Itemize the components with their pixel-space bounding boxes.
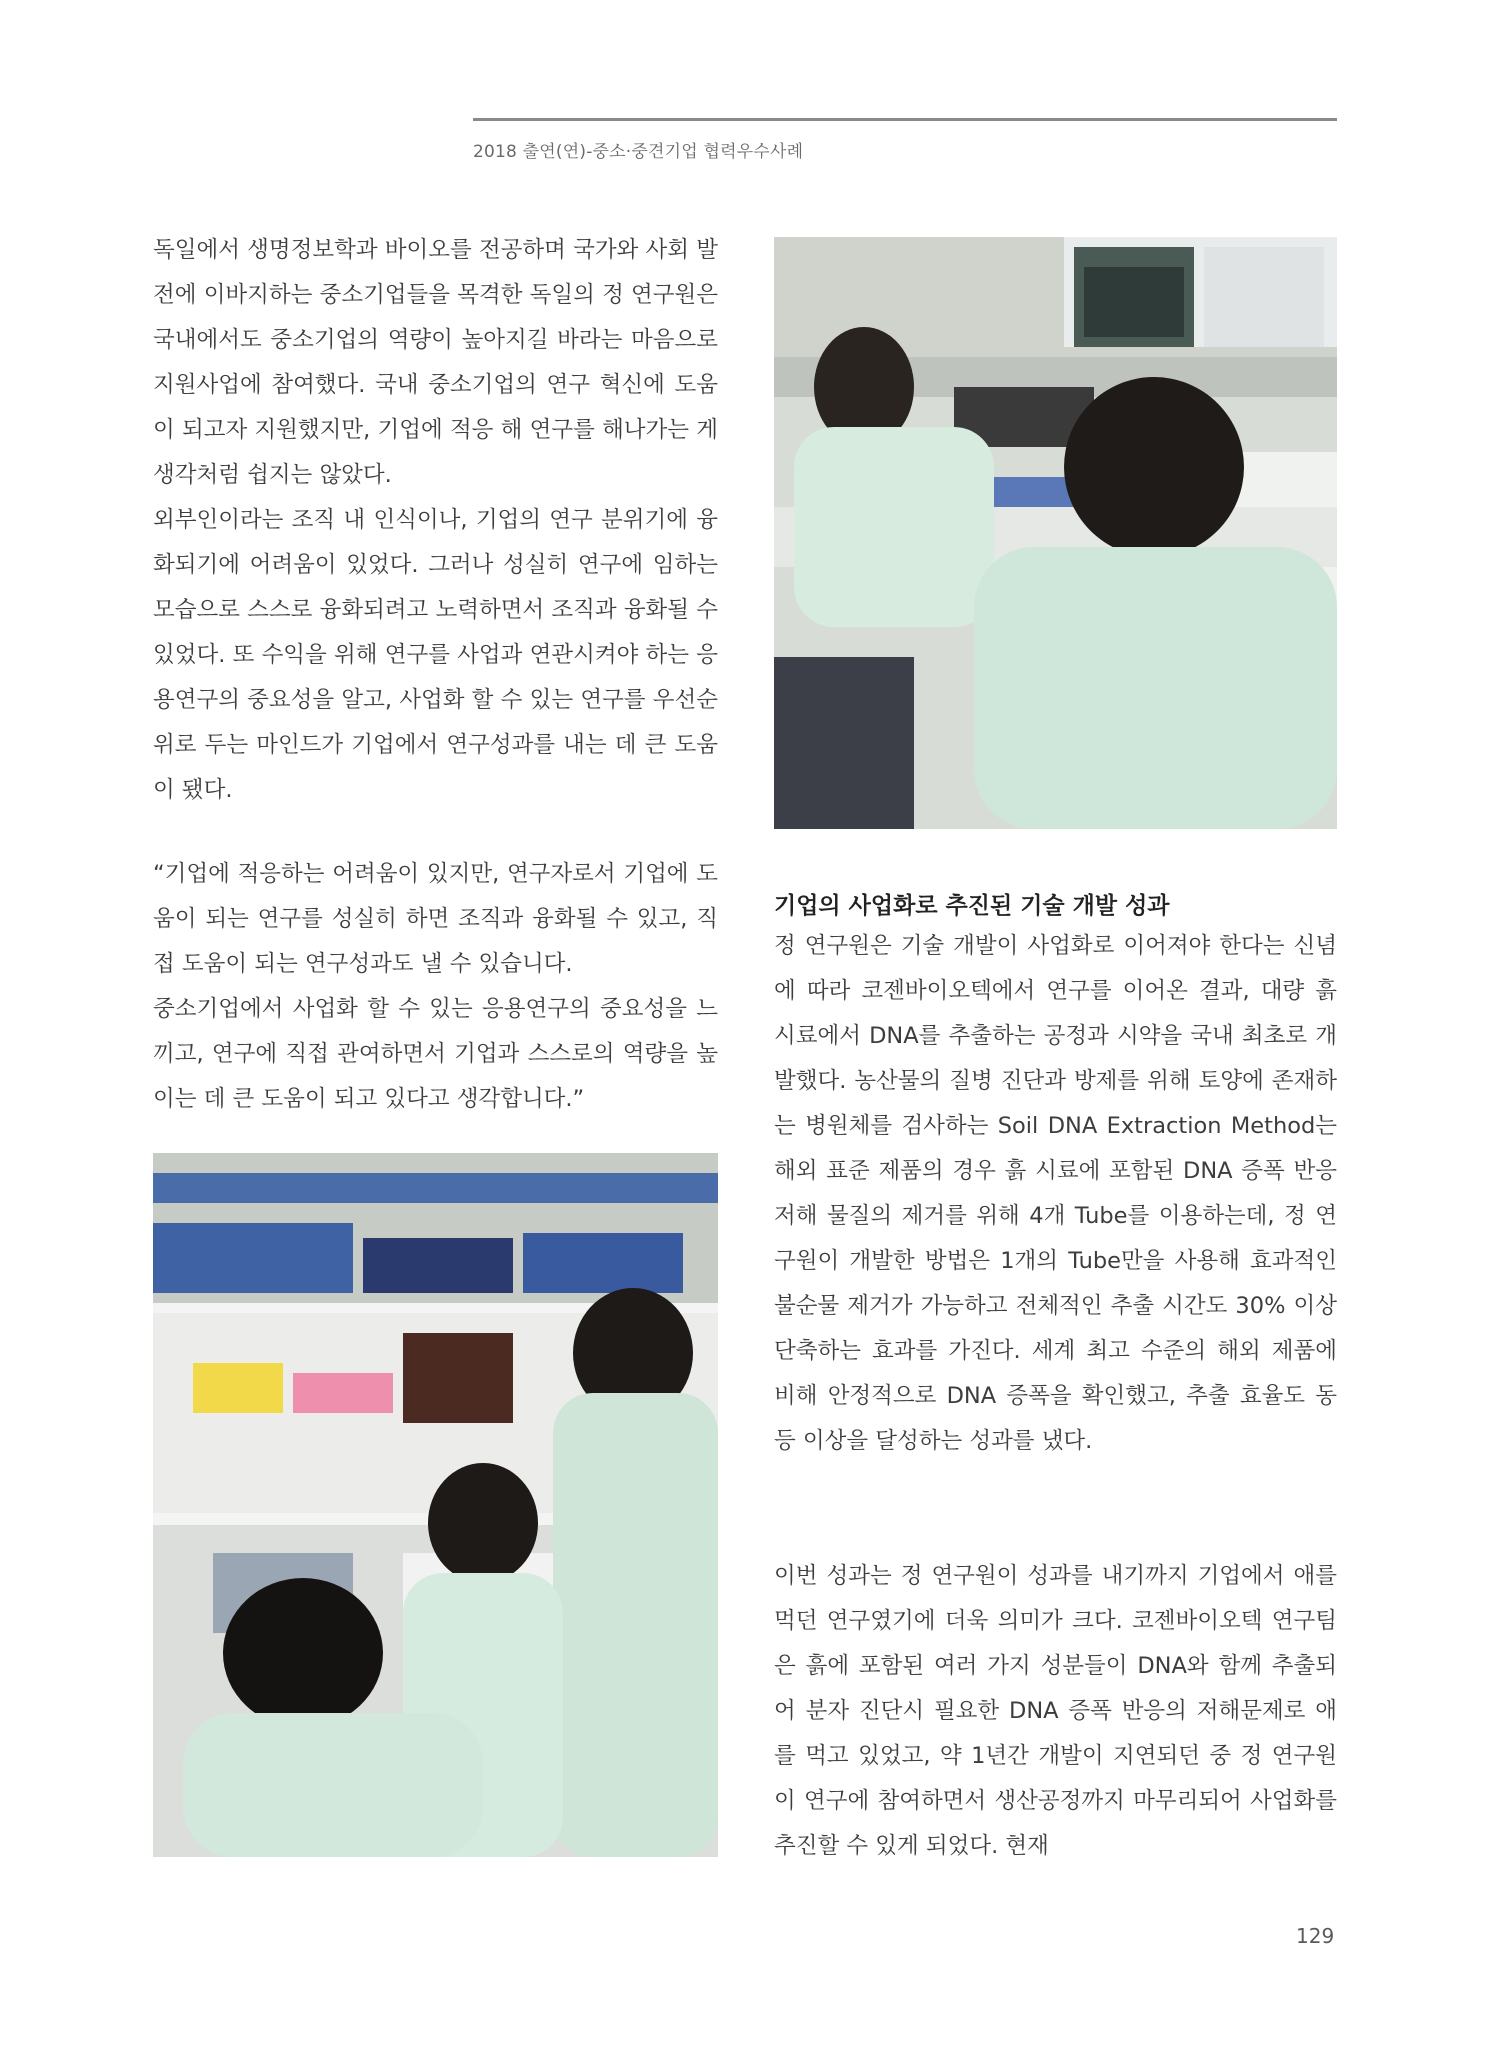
interview-quote (153, 852, 718, 1122)
header-rule (473, 118, 1337, 121)
left-body-text (153, 228, 718, 813)
section-heading: 기업의 사업화로 추진된 기술 개발 성과 (774, 893, 1170, 919)
lab-photo-bottom (153, 1153, 718, 1857)
lab-photo-top (774, 237, 1337, 829)
page-number: 129 (1296, 1924, 1335, 1948)
right-body-text-2 (774, 1554, 1337, 1869)
right-body-text-1 (774, 924, 1337, 1464)
right-paragraph-1: 정 연구원은 기술 개발이 사업화로 이어져야 한다는 신념에 따라 코젠바이오텍에서 연구를 이어온 결과, 대량 흙 시료에서 DNA를 추출하는 공정과 시약을 국내 최초로 개발했다. 농산물의 질병 진단과 방제를 위해 토양에 존재하는 병원체를 검사하는 Soil DNA Extraction Method는 해외 표준 제품의 경우 흙 시료에 포함된 DNA 증폭 반응 저해 물질의 제거를 위해 4개 Tube를 이용하는데, 정 연구원이 개발한 방법은 1개의 Tube만을 사용해 효과적인 불순물 제거가 가능하고 전체적인 추출 시간도 30% 이상 단축하는 효과를 가진다. 세계 최고 수준의 해외 제품에 비해 안정적으로 DNA 증폭을 확인했고, 추출 효율도 동등 이상을 달성하는 성과를 냈다. (774, 933, 1337, 1454)
right-paragraph-2: 이번 성과는 정 연구원이 성과를 내기까지 기업에서 애를 먹던 연구였기에 더욱 의미가 크다. 코젠바이오텍 연구팀은 흙에 포함된 여러 가지 성분들이 DNA와 함께 추출되어 분자 진단시 필요한 DNA 증폭 반응의 저해문제로 애를 먹고 있었고, 약 1년간 개발이 지연되던 중 정 연구원이 연구에 참여하면서 생산공정까지 마무리되어 사업화를 추진할 수 있게 되었다. 현재 (774, 1563, 1337, 1859)
left-paragraph-2: 외부인이라는 조직 내 인식이나, 기업의 연구 분위기에 융화되기에 어려움이 있었다. 그러나 성실히 연구에 임하는 모습으로 스스로 융화되려고 노력하면서 조직과 융화될 수 있었다. 또 수익을 위해 연구를 사업과 연관시켜야 하는 응용연구의 중요성을 알고, 사업화 할 수 있는 연구를 우선순위로 두는 마인드가 기업에서 연구성과를 내는 데 큰 도움이 됐다. (153, 507, 718, 803)
running-header: 2018 출연(연)-중소·중견기업 협력우수사례 (473, 142, 804, 162)
left-paragraph-1: 독일에서 생명정보학과 바이오를 전공하며 국가와 사회 발전에 이바지하는 중소기업들을 목격한 독일의 정 연구원은 국내에서도 중소기업의 역량이 높아지길 바라는 마음으로 지원사업에 참여했다. 국내 중소기업의 연구 혁신에 도움이 되고자 지원했지만, 기업에 적응 해 연구를 해나가는 게 생각처럼 쉽지는 않았다. (153, 237, 718, 488)
quote-paragraph-1: “기업에 적응하는 어려움이 있지만, 연구자로서 기업에 도움이 되는 연구를 성실히 하면 조직과 융화될 수 있고, 직접 도움이 되는 연구성과도 낼 수 있습니다. (153, 861, 718, 977)
quote-paragraph-2: 중소기업에서 사업화 할 수 있는 응용연구의 중요성을 느끼고, 연구에 직접 관여하면서 기업과 스스로의 역량을 높이는 데 큰 도움이 되고 있다고 생각합니다.” (153, 996, 718, 1112)
